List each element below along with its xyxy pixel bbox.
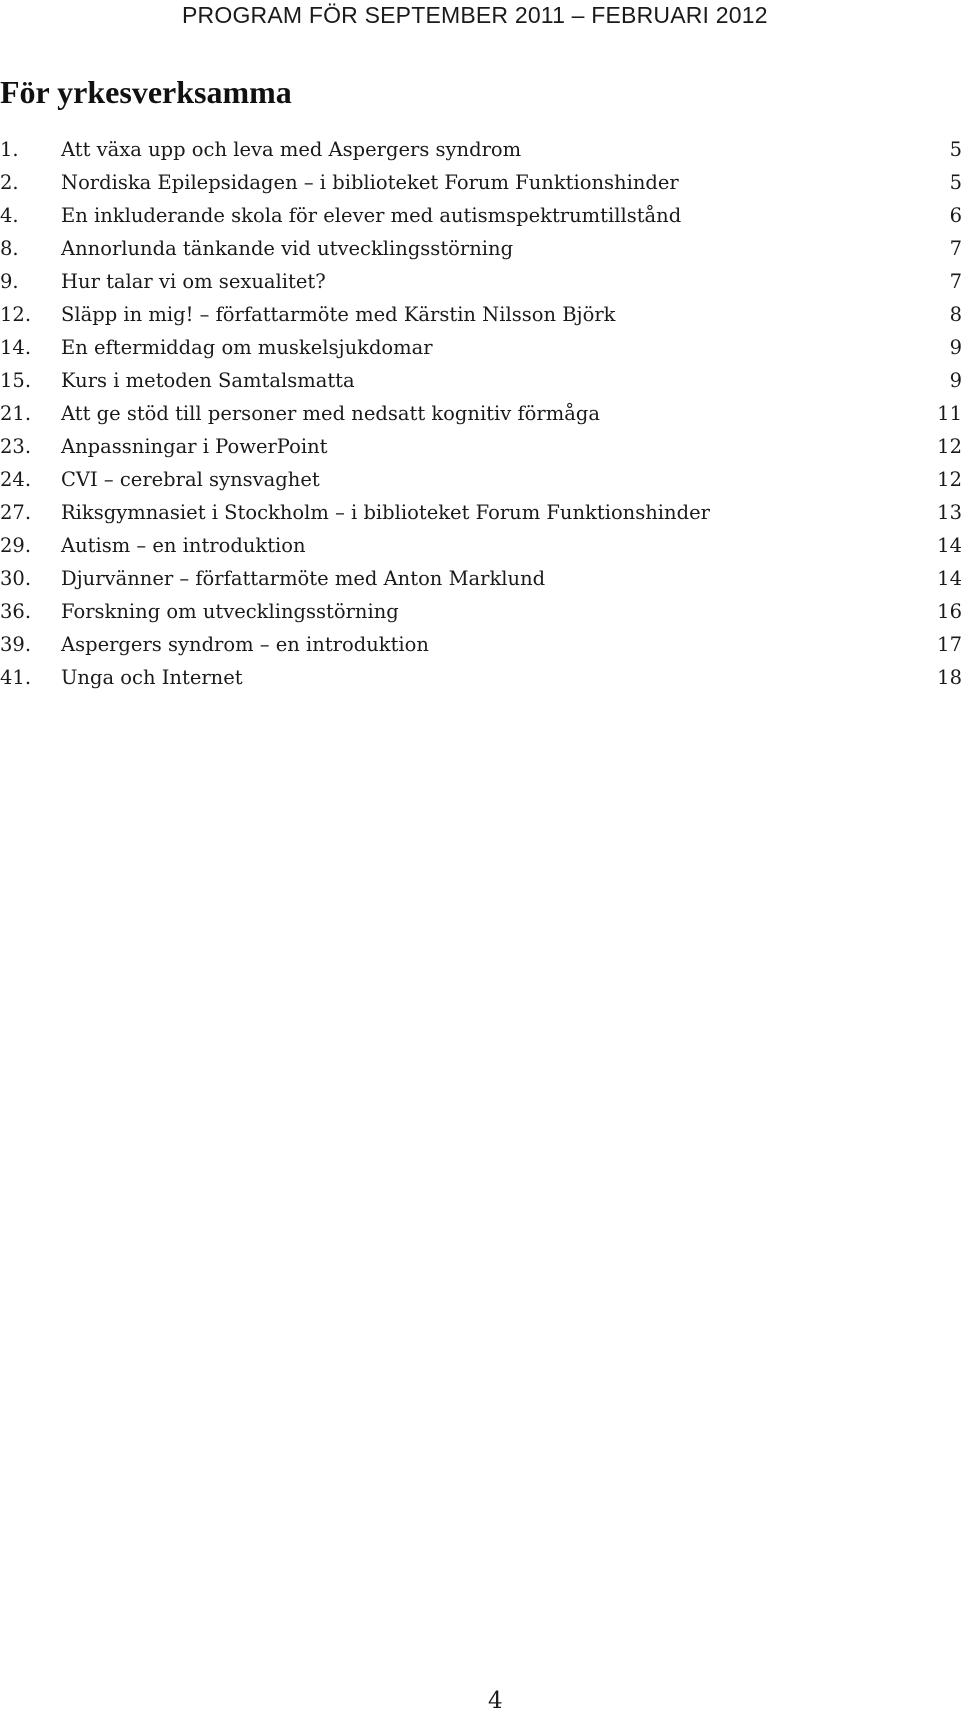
toc-entry xyxy=(0,496,962,529)
toc-entry-page: 12 xyxy=(937,435,962,458)
toc-entry-page: 11 xyxy=(937,402,962,425)
toc-entry-number: 15. xyxy=(0,369,32,392)
toc-entry-title: Att ge stöd till personer med nedsatt kognitiv förmåga xyxy=(61,402,600,425)
toc-entry-page: 12 xyxy=(937,468,962,491)
toc-entry-page: 17 xyxy=(937,633,962,656)
toc-entry-number: 12. xyxy=(0,303,32,326)
toc-entry-number: 23. xyxy=(0,435,32,458)
section-title: För yrkesverksamma xyxy=(0,74,292,110)
toc-entry xyxy=(0,397,962,430)
toc-entry-title: Släpp in mig! – författarmöte med Kärstin Nilsson Björk xyxy=(61,303,616,326)
toc-entry xyxy=(0,529,962,562)
toc-entry-number: 36. xyxy=(0,600,32,623)
toc-entry xyxy=(0,199,962,232)
toc-entry-title: Autism – en introduktion xyxy=(61,534,306,557)
toc-entry-number: 24. xyxy=(0,468,32,491)
toc-entry-page: 7 xyxy=(949,237,962,260)
toc-entry xyxy=(0,661,962,694)
toc-entry-title: Aspergers syndrom – en introduktion xyxy=(61,633,429,656)
toc-entry-number: 8. xyxy=(0,237,19,260)
toc-entry-number: 30. xyxy=(0,567,32,590)
toc-entry xyxy=(0,166,962,199)
toc-entry-number: 14. xyxy=(0,336,32,359)
toc-entry-page: 9 xyxy=(949,336,962,359)
toc-entry-number: 39. xyxy=(0,633,32,656)
toc-entry-page: 16 xyxy=(937,600,962,623)
toc-entry-title: En inkluderande skola för elever med autismspektrumtillstånd xyxy=(61,204,682,227)
toc-entry xyxy=(0,364,962,397)
toc-entry xyxy=(0,265,962,298)
toc-entry-page: 5 xyxy=(949,138,962,161)
toc-entry-title: Djurvänner – författarmöte med Anton Marklund xyxy=(61,567,546,590)
toc-entry xyxy=(0,133,962,166)
toc-entry-number: 29. xyxy=(0,534,32,557)
toc-entry-number: 21. xyxy=(0,402,32,425)
toc-entry xyxy=(0,595,962,628)
toc-entry-number: 4. xyxy=(0,204,19,227)
page-number: 4 xyxy=(488,1688,503,1714)
toc-entry xyxy=(0,298,962,331)
toc-entry-title: Unga och Internet xyxy=(61,666,243,689)
toc-entry-page: 7 xyxy=(949,270,962,293)
toc-entry-title: Forskning om utvecklingsstörning xyxy=(61,600,399,623)
toc-entry-page: 9 xyxy=(949,369,962,392)
toc-entry-page: 8 xyxy=(949,303,962,326)
toc-entry-title: Kurs i metoden Samtalsmatta xyxy=(61,369,355,392)
toc-entry xyxy=(0,463,962,496)
toc-entry-number: 41. xyxy=(0,666,32,689)
toc-entry-number: 2. xyxy=(0,171,19,194)
toc-entry xyxy=(0,331,962,364)
table-of-contents xyxy=(0,133,962,694)
toc-entry xyxy=(0,562,962,595)
toc-entry xyxy=(0,232,962,265)
toc-entry-title: Nordiska Epilepsidagen – i biblioteket Forum Funktionshinder xyxy=(61,171,679,194)
toc-entry xyxy=(0,430,962,463)
toc-entry-title: En eftermiddag om muskelsjukdomar xyxy=(61,336,433,359)
toc-entry xyxy=(0,628,962,661)
toc-entry-page: 5 xyxy=(949,171,962,194)
toc-entry-title: Hur talar vi om sexualitet? xyxy=(61,270,326,293)
toc-entry-title: Anpassningar i PowerPoint xyxy=(61,435,328,458)
toc-entry-title: Annorlunda tänkande vid utvecklingsstörning xyxy=(61,237,514,260)
toc-entry-page: 18 xyxy=(937,666,962,689)
toc-entry-title: Att växa upp och leva med Aspergers syndrom xyxy=(61,138,522,161)
toc-entry-page: 14 xyxy=(937,534,962,557)
toc-entry-page: 14 xyxy=(937,567,962,590)
toc-entry-number: 27. xyxy=(0,501,32,524)
toc-entry-number: 9. xyxy=(0,270,19,293)
running-header: PROGRAM FÖR SEPTEMBER 2011 – FEBRUARI 2012 xyxy=(182,2,768,28)
toc-entry-title: Riksgymnasiet i Stockholm – i biblioteket Forum Funktionshinder xyxy=(61,501,710,524)
toc-entry-page: 13 xyxy=(937,501,962,524)
toc-entry-title: CVI – cerebral synsvaghet xyxy=(61,468,320,491)
toc-entry-page: 6 xyxy=(949,204,962,227)
toc-entry-number: 1. xyxy=(0,138,19,161)
